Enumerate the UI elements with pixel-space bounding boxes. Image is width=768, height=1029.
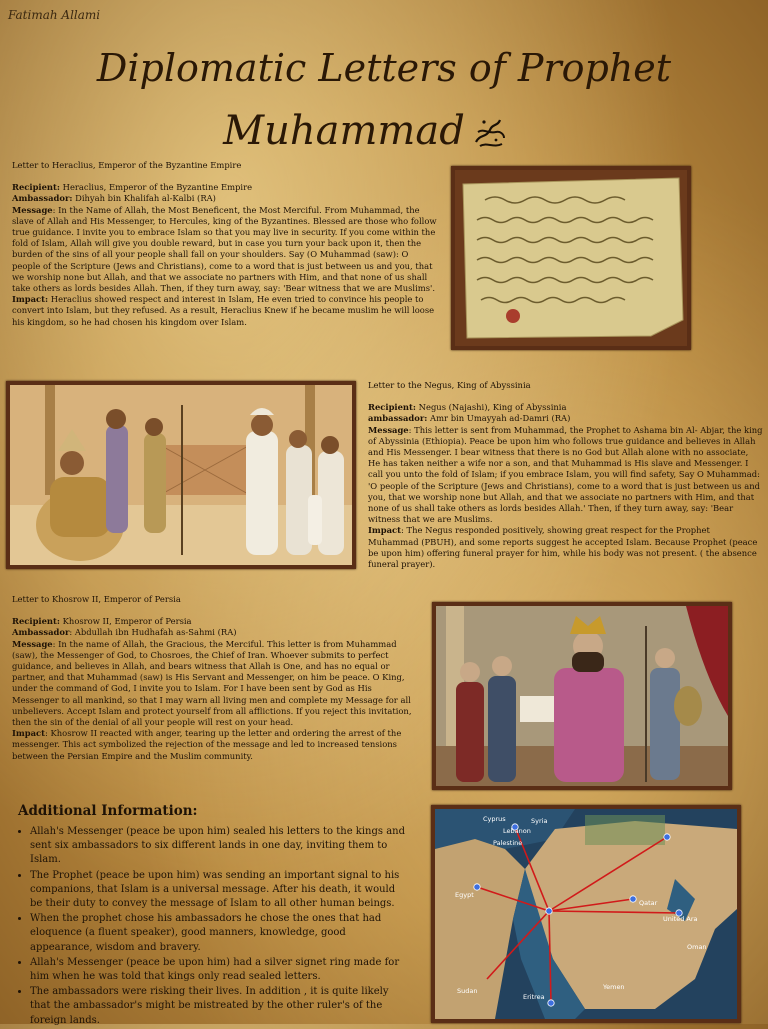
heraclius-impact-label: Impact: <box>12 294 49 305</box>
negus-impact: : The Negus responded positively, showing great respect for the Prophet Muhammad (PBUH), and some reports suggest he accepted Islam. Because Prophet (peace be upon him) offering funeral prayer for him, while his body was not present. ( the absence funeral prayer). <box>368 525 758 570</box>
poster-title-line1: Diplomatic Letters of Prophet <box>96 46 672 90</box>
list-item: • Allah's Messenger (peace be upon him) sealed his letters to the kings and sent six ambassadors to six different lands in one day, inviting them to Islam. <box>30 825 409 868</box>
map-pin-icon <box>664 834 670 840</box>
map-pin-icon <box>548 1000 554 1006</box>
heraclius-impact: Heraclius showed respect and interest in Islam, He even tried to convince his people to convert into Islam, but they refused. As a result, Heraclius Knew if he became muslim he will loose his kingdom, so he had chosen his kingdom over Islam. <box>12 294 435 327</box>
map-label-lebanon: Lebanon <box>503 827 531 835</box>
map-label-egypt: Egypt <box>455 891 474 899</box>
map-pin-icon <box>474 884 480 890</box>
section-heraclius <box>12 160 437 328</box>
additional-heading: Additional Information: <box>18 803 198 819</box>
khosrow-impact: : Khosrow II reacted with anger, tearing up the letter and ordering the arrest of the messenger. This act symbolized the rejection of the message and led to increased tensions between the Persian Empire and the Muslim community. <box>12 728 402 761</box>
negus-heading: Letter to the Negus, King of Abyssinia <box>368 380 531 390</box>
map-label-eritrea: Eritrea <box>523 993 545 1001</box>
heraclius-message: : In the Name of Allah, the Most Beneficent, the Most Merciful. From Muhammad, the slave of Allah and His Messenger, to Hercules, king of the Byzantines. Blessed are those who follow true guidance. I invite you to embrace Islam so that you may live in security. If you come within the fold of Islam, Allah will give you double reward, but in case you turn your back upon it, then the burden of the sins of all your people shall fall on your shoulders. Say (O Muhammad (saw): O people of the Scripture (Jews and Christians), come to a word that is just between us and you, that we worship none but Allah, and that we associate no partners with Him, and that none of us shall take others as lords besides Allah. Then, if they turn away, say: 'Bear witness that we are Muslims'. <box>12 204 437 294</box>
additional-list <box>14 825 409 1028</box>
map-label-uae: United Ara <box>663 915 698 923</box>
map-pin-icon <box>630 896 636 902</box>
heraclius-recipient: Heraclius, Emperor of the Byzantine Empire <box>60 182 253 193</box>
additional-information <box>14 803 409 1029</box>
map-label-qatar: Qatar <box>639 899 658 907</box>
negus-message: : This letter is sent from Muhammad, the Prophet to Ashama bin Al- Abjar, the king of Abyssinia (Ethiopia). Peace be upon him who follows true guidance and believes in Allah and His Messenger. I bear witness that there is no God but Allah alone with no associate, He has taken neither a wife nor a son, and that Muhammad is His slave and Messenger. I call you unto the fold of Islam; if you embrace Islam, you will find safety, Say O Muhammad: 'O people of the Scripture (Jews and Christians), come to a word that is just between us and you, that we worship none but Allah, and that we associate no partners with Him, and that none of us shall take others as lords besides Allah.' Then, if they turn away, say: 'Bear witness that we are Muslims. <box>368 424 763 525</box>
map-label-syria: Syria <box>531 817 548 825</box>
map-label-yemen: Yemen <box>603 983 625 991</box>
negus-impact-label: Impact <box>368 525 402 536</box>
khosrow-message: : In the name of Allah, the Gracious, the Merciful. This letter is from Muhammad (saw), the Messenger of God, to Chosroes, the Chief of Iran. Whoever submits to perfect guidance, and believes in Allah, and bears witness that Allah is One, and has no equal or partner, and that Muhammad (saw) is His Servant and Messenger, on him be peace. O King, under the command of God, I invite you to Islam. For I have been sent by God as His Messenger to all mankind, so that I may warn all living men and complete my Message for all unbelievers. Accept Islam and protect yourself from all afflictions. If you reject this invitation, then the sin of the denial of all your people will rest on your head. <box>12 638 412 728</box>
map-pin-icon <box>546 908 552 914</box>
list-item: • When the prophet chose his ambassadors he chose the ones that had eloquence (a fluent speaker), good manners, knowledge, good appearance, wisdom and bravery. <box>30 912 409 955</box>
list-item: • The Prophet (peace be upon him) was sending an important signal to his companions, that Islam is a universal message. After his death, it would be their duty to convey the message of Islam to all other human beings. <box>30 869 409 912</box>
map-label-oman: Oman <box>687 943 707 951</box>
khosrow-heading: Letter to Khosrow II, Emperor of Persia <box>12 594 181 604</box>
negus-ambassador: Amr bin Umayyah ad-Damri (RA) <box>427 413 571 424</box>
negus-court-illustration <box>6 381 356 569</box>
khosrow-court-illustration <box>432 602 732 790</box>
khosrow-recipient: Khosrow II, Emperor of Persia <box>60 616 192 627</box>
list-item: • The ambassadors were risking their lives. In addition , it is quite likely that the ambassador's might be mistreated by the other ruler's of the foreign lands. <box>30 985 409 1028</box>
author-signature: Fatimah Allami <box>8 8 101 22</box>
heraclius-message-label: Message <box>12 204 53 215</box>
negus-message-label: Message <box>368 424 409 435</box>
heraclius-recipient-label: Recipient: <box>12 182 60 193</box>
letter-heraclius-image <box>451 166 691 350</box>
map-label-palestine: Palestine <box>493 839 523 847</box>
khosrow-impact-label: Impact <box>12 728 46 739</box>
negus-ambassador-label: ambassador: <box>368 413 428 424</box>
khosrow-ambassador-label: Ambassador <box>12 627 70 638</box>
section-negus <box>368 380 763 570</box>
negus-recipient: Negus (Najashi), King of Abyssinia <box>416 402 567 413</box>
negus-recipient-label: Recipient: <box>368 402 416 413</box>
calligraphy-seal-icon <box>470 112 510 152</box>
heraclius-ambassador: Dihyah bin Khalifah al-Kalbi (RA) <box>72 193 216 204</box>
heraclius-heading: Letter to Heraclius, Emperor of the Byzantine Empire <box>12 160 242 170</box>
khosrow-recipient-label: Recipient: <box>12 616 60 627</box>
map-label-sudan: Sudan <box>457 987 478 995</box>
section-khosrow <box>12 594 417 762</box>
ambassador-routes-map <box>431 805 741 1023</box>
khosrow-ambassador: : Abdullah ibn Hudhafah as-Sahmi (RA) <box>69 627 237 638</box>
khosrow-message-label: Message <box>12 638 53 649</box>
map-label-cyprus: Cyprus <box>483 815 506 823</box>
list-item: • Allah's Messenger (peace be upon him) had a silver signet ring made for him when he was told that kings only read sealed letters. <box>30 956 409 984</box>
heraclius-ambassador-label: Ambassador: <box>12 193 73 204</box>
poster-title-line2: Muhammad <box>223 108 465 154</box>
